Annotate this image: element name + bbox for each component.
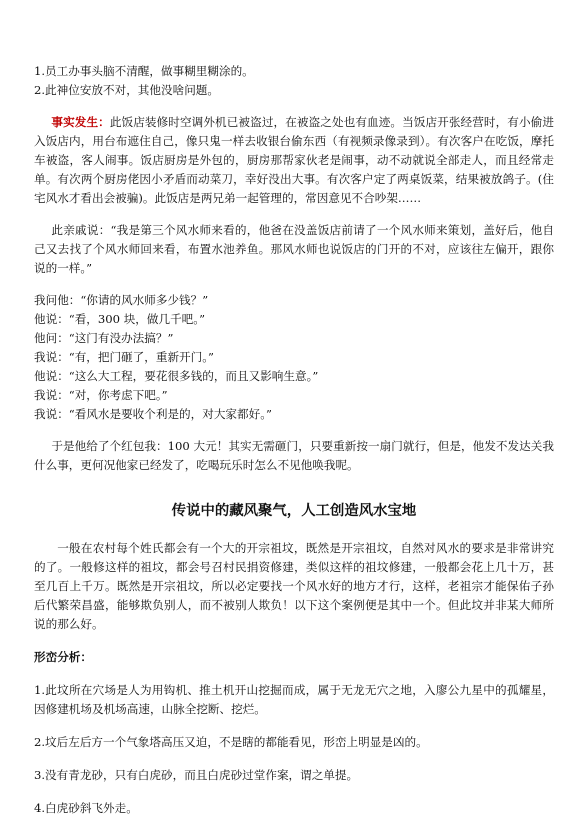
analysis-item: 4.白虎砂斜飞外走。 xyxy=(34,801,138,815)
dialogue-line: 我说：“看风水是要收个利是的，对大家都好。” xyxy=(34,407,272,421)
dialogue-line: 我说：“有，把门砸了，重新开门。” xyxy=(34,350,214,364)
analysis-item: 3.没有青龙砂，只有白虎砂，而且白虎砂过堂作案，谓之单提。 xyxy=(34,768,359,782)
section-heading: 传说中的藏风聚气，人工创造风水宝地 xyxy=(171,503,417,519)
dialogue-line: 我说：“对，你考虑下吧。” xyxy=(34,388,168,402)
intro-paragraph: 一般在农村每个姓氏都会有一个大的开宗祖坟，既然是开宗祖坟，自然对风水的要求是非常讲究的了。一般修这样的祖坟，都会号召村民捐资修建，类似这样的祖坟修建，一般都会花上几十万，甚至几百上千万。既然是开宗祖坟，所以必定要找一个风水好的地方才行，这样，老祖宗才能保佑子孙后代繁荣昌盛，能够欺负别人，而不被别人欺负！以下这个案例便是其中一个。但此坟并非某大师所说的那么好。 xyxy=(34,541,554,631)
analysis-item: 1.此坟所在穴场是人为用钩机、推土机开山挖掘而成，属于无龙无穴之地，入廖公九星中的孤耀星，因修建机场及机场高速，山脉全挖断、挖烂。 xyxy=(34,683,554,716)
dialogue-line: 他说：“看，300 块，做几千吧。” xyxy=(34,312,205,326)
dialogue-line: 他说：“这么大工程，要花很多钱的，而且又影响生意。” xyxy=(34,369,319,383)
fact-paragraph xyxy=(34,113,554,208)
dialogue-line: 他问：“这门有没办法搞？” xyxy=(34,331,174,345)
reason-line-2: 2.此神位安放不对，其他没啥问题。 xyxy=(34,83,219,97)
fact-text: 此饭店装修时空调外机已被盗过，在被盗之处也有血迹。当饭店开张经营时，有小偷进入饭店内，用台布遮住自己，像只鬼一样去收银台偷东西（有视频录像录到）。有次客户在吃饭，摩托车被盗，客人闹事。饭店厨房是外包的，厨房那帮家伙老是闹事，动不动就说全部走人，而且经常走单。有次两个厨房佬因小矛盾而动菜刀，幸好没出大事。有次客户定了两桌饭菜，结果被放鸽子。(住宅风水才看出会被骗)。此饭店是两兄弟一起管理的，常因意见不合吵架…… xyxy=(34,115,554,205)
document-page xyxy=(34,62,554,818)
dialogue-line: 我问他：“你请的风水师多少钱？” xyxy=(34,293,209,307)
analysis-item: 2.坟后左后方一个气象塔高压又迫，不是瞎的都能看见，形峦上明显是凶的。 xyxy=(34,735,428,749)
relative-quote-paragraph: 此亲戚说：“我是第三个风水师来看的，他爸在没盖饭店前请了一个风水师来策划，盖好后，他自己又去找了个风水师回来看，布置水池养鱼。那风水师也说饭店的门开的不对，应该往左偏开，跟你说的一样。” xyxy=(34,223,554,275)
analysis-title: 形峦分析： xyxy=(34,650,92,664)
closing-paragraph: 于是他给了个红包我：100 大元！其实无需砸门，只要重新按一扇门就行，但是，他发不发达关我什么事，更何况他家已经发了，吃喝玩乐时怎么不见他唤我呢。 xyxy=(34,439,554,472)
fact-label: 事实发生： xyxy=(51,115,110,129)
reason-line-1: 1.员工办事头脑不清醒，做事糊里糊涂的。 xyxy=(34,64,254,78)
dialogue-block xyxy=(34,291,554,424)
